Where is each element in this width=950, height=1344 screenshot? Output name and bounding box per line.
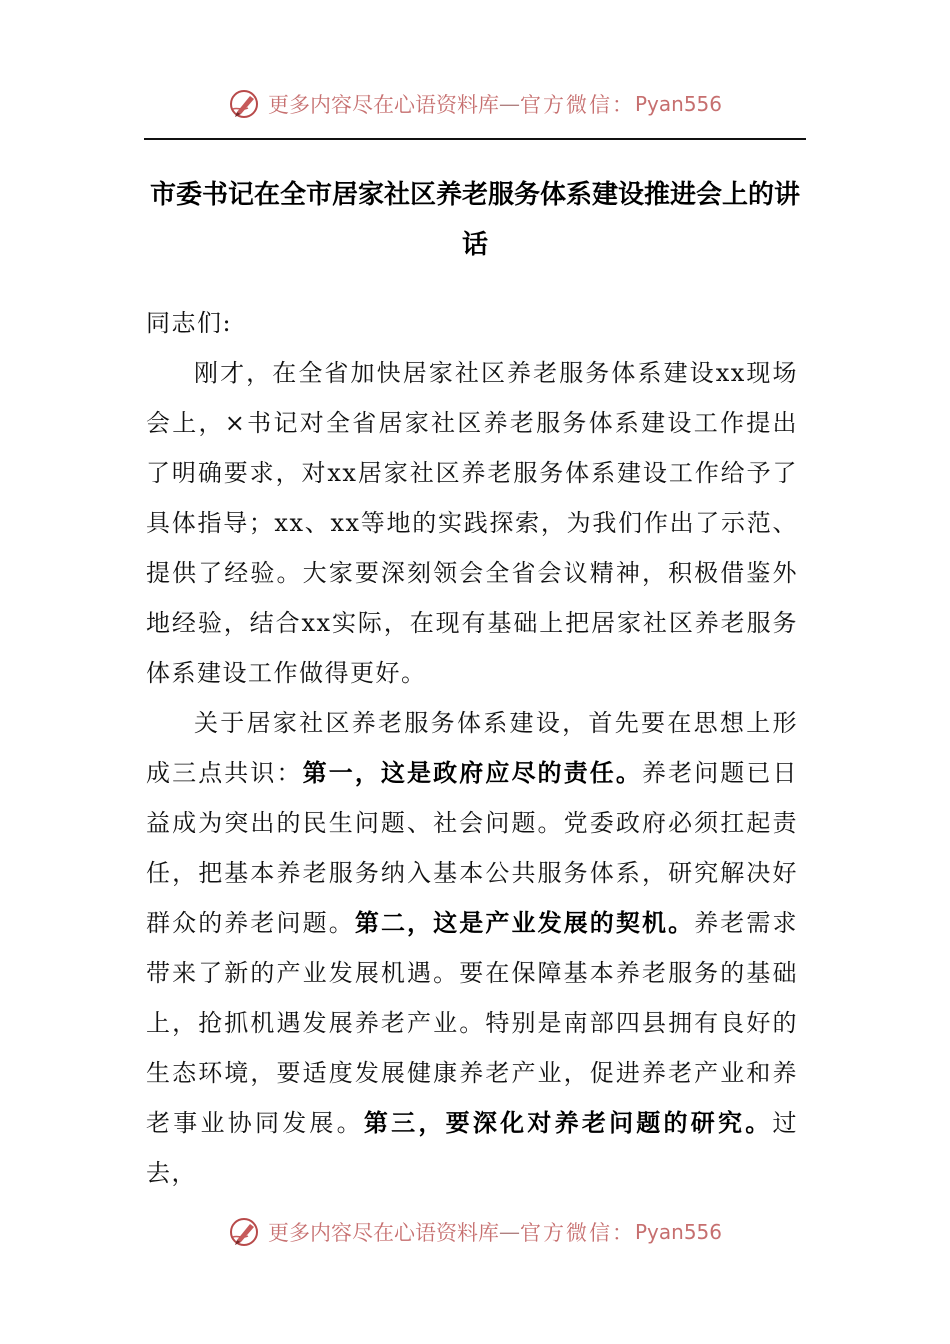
banner-wechat-id: Pyan556 xyxy=(634,92,722,116)
paragraph-1: 刚才，在全省加快居家社区养老服务体系建设xx现场会上，×书记对全省居家社区养老服务体系建设工作提出了明确要求，对xx居家社区养老服务体系建设工作给予了具体指导；xx、xx等地的实践探索，为我们作出了示范、提供了经验。大家要深刻领会全省会议精神，积极借鉴外地经验，结合xx实际，在现有基础上把居家社区养老服务体系建设工作做得更好。 xyxy=(146,359,798,687)
banner-separator: — xyxy=(498,1220,520,1244)
banner-official-label: 官方微信： xyxy=(519,1221,635,1245)
pen-logo-icon xyxy=(228,87,262,121)
header-divider xyxy=(144,138,806,140)
document-title: 市委书记在全市居家社区养老服务体系建设推进会上的讲话 xyxy=(149,180,800,260)
point-3-text: 过去， xyxy=(146,1109,799,1187)
point-2-heading: 第二，这是产业发展的契机。 xyxy=(354,908,695,937)
banner-brand-text: 更多内容尽在心语资料库 xyxy=(267,93,499,117)
paragraph-2-intro: 关于居家社区养老服务体系建设，首先要在思想上形成三点共识： xyxy=(146,709,798,787)
banner-official-label: 官方微信： xyxy=(519,93,635,117)
document-body xyxy=(146,298,798,1198)
banner-wechat-id: Pyan556 xyxy=(634,1220,722,1244)
paragraph-2 xyxy=(146,698,798,1198)
point-2-text: 养老需求带来了新的产业发展机遇。要在保障基本养老服务的基础上，抢抓机遇发展养老产业。特别是南部四县拥有良好的生态环境，要适度发展健康养老产业，促进养老产业和养老事业协同发展。 xyxy=(146,909,799,1137)
salutation: 同志们: xyxy=(146,309,233,337)
point-1-heading: 第一，这是政府应尽的责任。 xyxy=(302,758,642,787)
banner-brand-text: 更多内容尽在心语资料库 xyxy=(267,1221,499,1245)
point-1-text: 养老问题已日益成为突出的民生问题、社会问题。党委政府必须扛起责任，把基本养老服务纳入基本公共服务体系，研究解决好群众的养老问题。 xyxy=(146,759,799,937)
point-3-heading: 第三，要深化对养老问题的研究。 xyxy=(363,1108,773,1137)
banner-separator: — xyxy=(498,92,520,116)
pen-logo-icon xyxy=(228,1215,262,1249)
header-banner xyxy=(0,84,950,124)
footer-banner xyxy=(0,1212,950,1252)
